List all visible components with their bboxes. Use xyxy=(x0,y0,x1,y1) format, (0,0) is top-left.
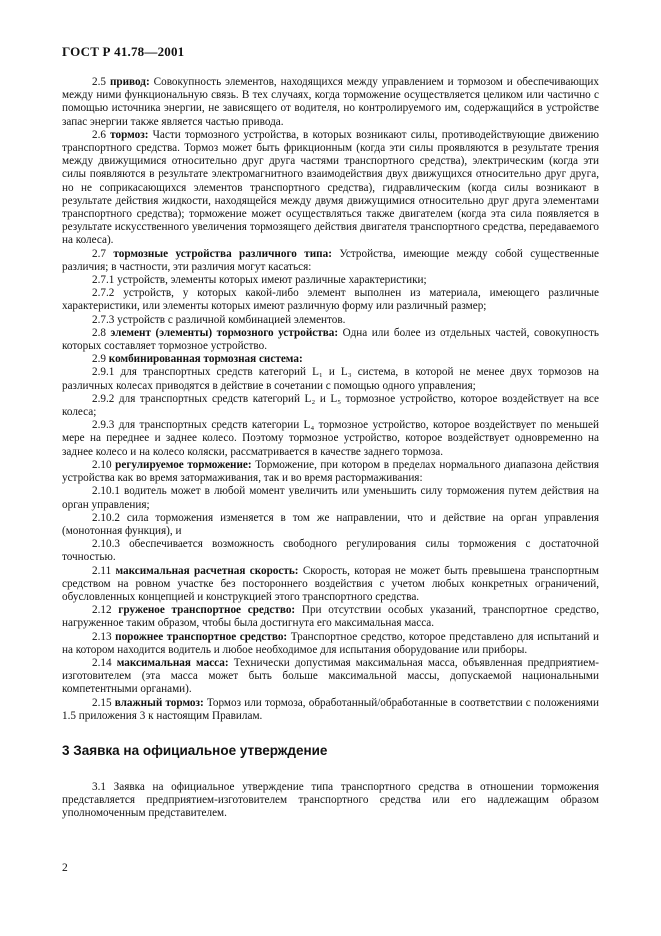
paragraph xyxy=(62,459,599,485)
paragraph-number: 2.5 xyxy=(92,76,110,88)
paragraph-number: 2.10.2 xyxy=(92,511,127,524)
paragraph-number: 2.14 xyxy=(92,656,117,669)
term: порожнее транспортное средство: xyxy=(115,630,288,643)
paragraph xyxy=(62,314,599,327)
paragraph-number: 2.7.2 xyxy=(92,287,124,300)
definitions-body xyxy=(62,76,599,723)
section-body xyxy=(62,781,599,821)
section-title: 3 Заявка на официальное утверждение xyxy=(62,743,328,758)
term: максимальная масса: xyxy=(116,656,229,669)
paragraph-text: Части тормозного устройства, в которых возникают силы, противодействующие движению транспортного средства. Тормоз может быть фрикционным (когда эти силы проявляются в результате трения между движущимися относительно друг друга частями транспортного средства), электрическим (когда эти силы появляются в результате электромагнитного взаимодействия двух движущихся относительно друг друга, но не соприкасающихся элементов транспортного средства), гидравлическим (когда силы возникают в результате действия жидкости, находящейся между двумя движущимися относительно друг друга элементами транспортного средства); торможение может осуществляться также двигателем (когда эта сила появляется в результате искусственного увеличения тормозящего действия двигателя транспортного средства, передаваемого на колеса). xyxy=(62,128,600,247)
paragraph-number: 2.7 xyxy=(92,247,114,260)
paragraph xyxy=(62,393,599,419)
paragraph xyxy=(62,781,599,821)
paragraph xyxy=(62,485,599,511)
term: максимальная расчетная скорость: xyxy=(115,564,299,577)
paragraph xyxy=(62,287,599,313)
paragraph-text: Устройства, имеющие между собой существенные различия; в частности, эти различия могут касаться: xyxy=(62,247,599,273)
term: привод: xyxy=(109,76,150,88)
paragraph xyxy=(62,353,599,366)
paragraph-text: Технически допустимая максимальная масса, объявленная предприятием-изготовителем (эта масса может быть больше максимальной массы, допускаемой национальными компетентными органами). xyxy=(62,656,600,696)
paragraph-number: 2.9 xyxy=(92,353,109,366)
document-header: ГОСТ Р 41.78—2001 xyxy=(62,44,185,59)
paragraph xyxy=(62,248,599,274)
paragraph-text: При отсутствии особых указаний, транспортное средство, нагруженное таким образом, чтобы была достигнута его максимальная масса. xyxy=(62,604,599,630)
paragraph xyxy=(62,538,599,564)
paragraph-text: устройств с различной комбинацией элементов. xyxy=(117,313,346,326)
paragraph-text: Совокупность элементов, находящихся между управлением и тормозом и обеспечивающих между ними функциональную связь. В тех случаях, когда торможение осуществляется целиком или частично с помощью источника энергии, не зависящего от водителя, но контролируемого им, содержащийся в устройстве запас энергии также является частью привода. xyxy=(62,76,600,128)
paragraph xyxy=(62,129,599,248)
term: груженое транспортное средство: xyxy=(118,604,296,617)
paragraph-number: 2.15 xyxy=(92,696,115,709)
paragraph-number: 2.9.1 xyxy=(92,366,121,379)
paragraph xyxy=(62,366,599,392)
paragraph xyxy=(62,274,599,287)
paragraph-text: Торможение, при котором в пределах нормального диапазона действия устройства как во время затормаживания, так и во время растормаживания: xyxy=(62,458,600,485)
paragraph xyxy=(62,76,599,129)
paragraph-number: 2.7.1 xyxy=(92,274,118,287)
paragraph-text: устройств, у которых какой-либо элемент выполнен из материала, имеющего различные характеристики, или элементы которых имеют различную форму или различный размер; xyxy=(62,287,600,313)
paragraph-text: обеспечивается возможность свободного регулирования силы торможения с достаточной точностью. xyxy=(62,538,599,564)
paragraph-text: для транспортных средств категорий L₁ и L₃ система, в которой не менее двух тормозов на различных колесах приводятся в действие в сочетании с помощью одного управления; xyxy=(62,366,600,392)
paragraph-number: 2.7.3 xyxy=(92,313,118,326)
paragraph-number: 2.9.3 xyxy=(92,419,119,432)
paragraph-text: Заявка на официальное утверждение типа транспортного средства в отношении торможения представляется предприятием-изготовителем транспортного средства или его надлежащим образом уполномоченным представителем. xyxy=(62,781,600,820)
term: элемент (элементы) тормозного устройства: xyxy=(110,326,339,339)
paragraph xyxy=(62,657,599,697)
term: тормоз: xyxy=(110,128,149,141)
paragraph-text: Одна или более из отдельных частей, совокупность которых составляет тормозное устройство. xyxy=(62,326,600,353)
paragraph-number: 2.9.2 xyxy=(92,392,119,405)
paragraph xyxy=(62,697,599,723)
paragraph-text: водитель может в любой момент увеличить или уменьшить силу торможения путем действия на орган управления; xyxy=(62,485,599,511)
paragraph-text: Скорость, которая не может быть превышена транспортным средством на ровном участке без постороннего воздействия с учетом любых конкретных ограничений, обусловленных концепцией и конструкцией этого транспортного средства. xyxy=(62,564,599,603)
paragraph xyxy=(62,512,599,538)
term: комбинированная тормозная система: xyxy=(108,353,303,366)
paragraph-number: 2.10 xyxy=(92,458,116,471)
term: влажный тормоз: xyxy=(114,696,204,709)
paragraph-text: устройств, элементы которых имеют различные характеристики; xyxy=(117,274,427,287)
paragraph xyxy=(62,327,599,353)
page-number: 2 xyxy=(62,862,68,874)
paragraph-number: 2.12 xyxy=(92,604,119,617)
paragraph xyxy=(62,604,599,630)
term: тормозные устройства различного типа: xyxy=(113,247,332,260)
paragraph-text: для транспортных средств категорий L₂ и L₅ тормозное устройство, которое воздействует на все колеса; xyxy=(62,392,599,419)
paragraph-text: Транспортное средство, которое представлено для испытаний и на котором находится водитель и любое необходимое для испытания оборудование или приборы. xyxy=(62,630,600,656)
paragraph-number: 2.11 xyxy=(92,564,116,577)
paragraph-number: 2.6 xyxy=(92,128,111,141)
paragraph-number: 2.10.3 xyxy=(92,538,130,551)
paragraph-text: Тормоз или тормоза, обработанный/обработанные в соответствии с положениями 1.5 приложения 3 к настоящим Правилам. xyxy=(62,696,599,722)
paragraph xyxy=(62,419,599,459)
paragraph xyxy=(62,631,599,657)
paragraph-number: 2.13 xyxy=(92,630,116,643)
paragraph-text: для транспортных средств категории L₄ тормозное устройство, которое воздействует по меньшей мере на переднее и заднее колесо. Поэтому тормозное устройство, которое воздействует одновременно на заднее колесо и на колесо коляски, рассматривается в качестве заднего тормоза. xyxy=(62,419,599,458)
term: регулируемое торможение: xyxy=(115,458,252,471)
paragraph-number: 2.10.1 xyxy=(92,485,125,498)
paragraph-number: 3.1 xyxy=(92,781,114,793)
paragraph-text: сила торможения изменяется в том же направлении, что и действие на орган управления (монотонная функция), и xyxy=(62,511,600,537)
paragraph xyxy=(62,565,599,605)
paragraph-number: 2.8 xyxy=(92,326,111,339)
